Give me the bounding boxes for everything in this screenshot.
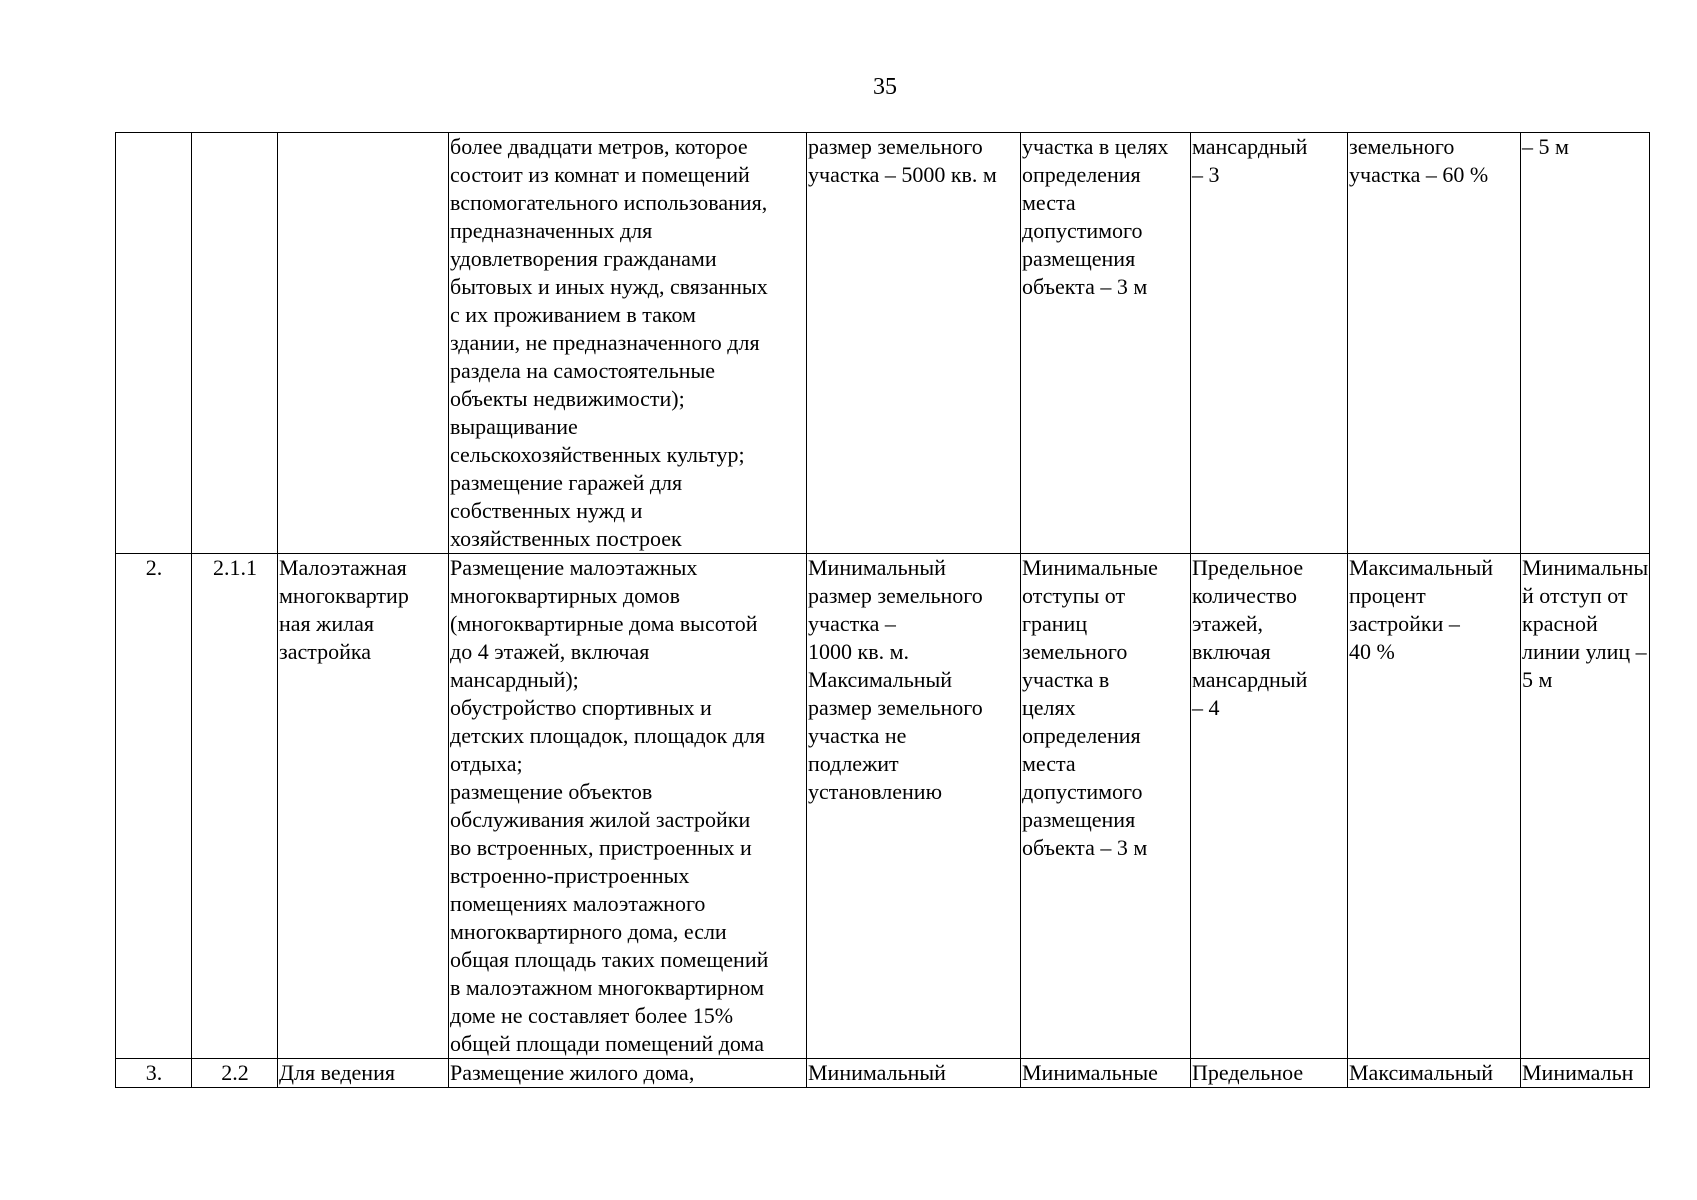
row-number-cell: 2.	[116, 554, 192, 1059]
use-name-cell: Для ведения	[278, 1059, 449, 1088]
table-row	[116, 1059, 1650, 1088]
plot-size-cell: Минимальный размер земельного участка – 1000 кв. м. Максимальный размер земельного участка не подлежит установлению	[807, 554, 1021, 1059]
use-description-cell: Размещение жилого дома,	[449, 1059, 807, 1088]
setbacks-cell: Минимальные отступы от границ земельного участка в целях определения места допустимого размещения объекта – 3 м	[1021, 554, 1191, 1059]
floors-cell: Предельное количество этажей, включая мансардный – 4	[1191, 554, 1348, 1059]
red-line-setback-cell: – 5 м	[1521, 133, 1650, 554]
plot-size-cell: размер земельного участка – 5000 кв. м	[807, 133, 1021, 554]
floors-cell: мансардный – 3	[1191, 133, 1348, 554]
use-code-cell: 2.2	[192, 1059, 278, 1088]
use-code-cell	[192, 133, 278, 554]
setbacks-cell: Минимальные	[1021, 1059, 1191, 1088]
table-row	[116, 554, 1650, 1059]
land-use-regulations-table	[115, 132, 1650, 1088]
coverage-cell: Максимальный	[1348, 1059, 1521, 1088]
red-line-setback-cell: Минимальн	[1521, 1059, 1650, 1088]
use-name-cell	[278, 133, 449, 554]
red-line-setback-cell: Минимальны й отступ от красной линии улиц – 5 м	[1521, 554, 1650, 1059]
row-number-cell	[116, 133, 192, 554]
coverage-cell: Максимальный процент застройки – 40 %	[1348, 554, 1521, 1059]
use-description-cell: Размещение малоэтажных многоквартирных домов (многоквартирные дома высотой до 4 этажей, включая мансардный); обустройство спортивных и детских площадок, площадок для отдыха; размещение объектов обслуживания жилой застройки во встроенных, пристроенных и встроенно-пристроенных помещениях малоэтажного многоквартирного дома, если общая площадь таких помещений в малоэтажном многоквартирном доме не составляет более 15% общей площади помещений дома	[449, 554, 807, 1059]
plot-size-cell: Минимальный	[807, 1059, 1021, 1088]
use-description-cell: более двадцати метров, которое состоит из комнат и помещений вспомогательного использования, предназначенных для удовлетворения гражданами бытовых и иных нужд, связанных с их проживанием в таком здании, не предназначенного для раздела на самостоятельные объекты недвижимости); выращивание сельскохозяйственных культур; размещение гаражей для собственных нужд и хозяйственных построек	[449, 133, 807, 554]
setbacks-cell: участка в целях определения места допустимого размещения объекта – 3 м	[1021, 133, 1191, 554]
floors-cell: Предельное	[1191, 1059, 1348, 1088]
use-code-cell: 2.1.1	[192, 554, 278, 1059]
use-name-cell: Малоэтажная многоквартир ная жилая застройка	[278, 554, 449, 1059]
page-number: 35	[873, 74, 897, 100]
table-row	[116, 133, 1650, 554]
row-number-cell: 3.	[116, 1059, 192, 1088]
coverage-cell: земельного участка – 60 %	[1348, 133, 1521, 554]
